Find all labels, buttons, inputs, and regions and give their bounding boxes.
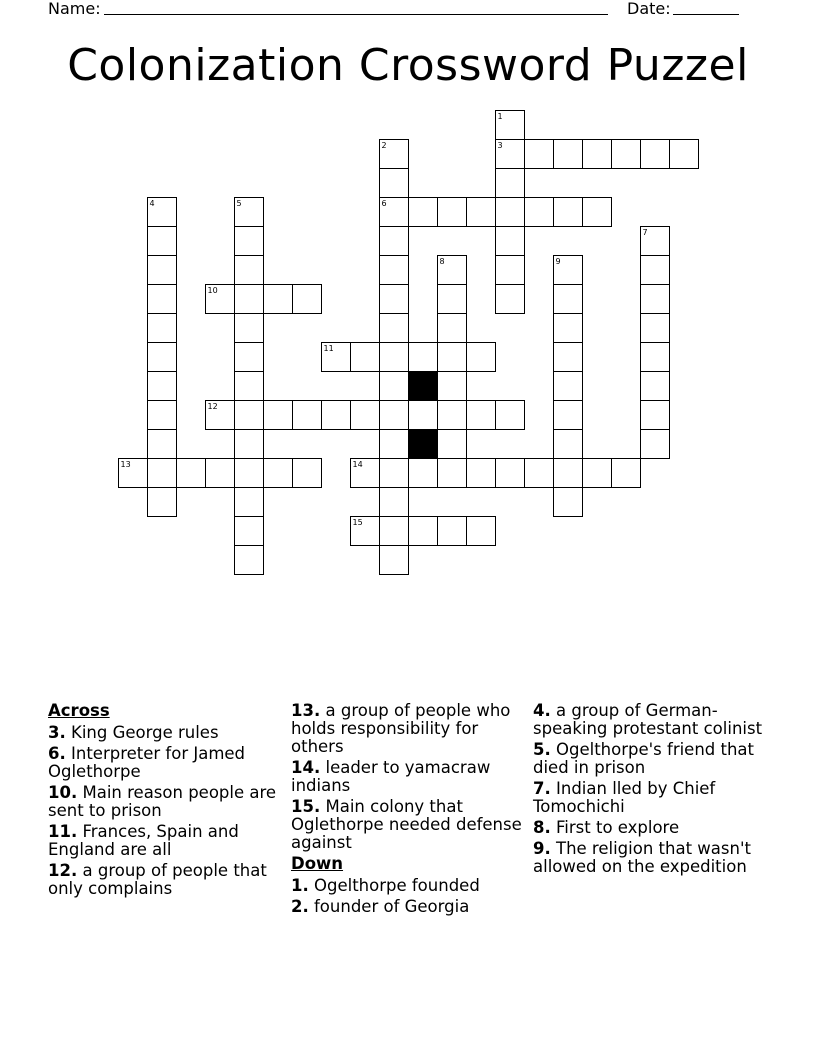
answer-cell[interactable] — [641, 285, 670, 314]
answer-cell[interactable] — [438, 285, 467, 314]
clues-column-1 — [48, 702, 280, 901]
answer-cell[interactable] — [235, 430, 264, 459]
clue-number: 14. — [291, 758, 321, 777]
answer-cell[interactable] — [554, 140, 583, 169]
down-heading: Down — [291, 854, 344, 873]
answer-cell[interactable] — [177, 459, 206, 488]
clue-text: King George rules — [71, 723, 219, 742]
answer-cell[interactable] — [235, 372, 264, 401]
answer-cell[interactable] — [554, 198, 583, 227]
answer-cell[interactable] — [148, 401, 177, 430]
clue-down — [533, 702, 765, 738]
answer-cell[interactable] — [293, 401, 322, 430]
clue-number-label: 8 — [439, 257, 445, 266]
answer-cell[interactable] — [496, 285, 525, 314]
answer-cell[interactable] — [235, 488, 264, 517]
answer-cell[interactable] — [583, 140, 612, 169]
clue-text: Ogelthorpe founded — [314, 876, 480, 895]
clue-down — [291, 877, 523, 895]
clue-down — [533, 780, 765, 816]
answer-cell[interactable] — [148, 488, 177, 517]
answer-cell[interactable] — [235, 256, 264, 285]
clue-across — [291, 702, 523, 756]
clue-down — [291, 898, 523, 916]
answer-cell[interactable] — [641, 256, 670, 285]
answer-cell[interactable] — [148, 227, 177, 256]
clue-across — [48, 745, 280, 781]
answer-cell[interactable] — [438, 314, 467, 343]
answer-cell[interactable] — [612, 140, 641, 169]
clue-across — [291, 759, 523, 795]
clue-across — [291, 798, 523, 852]
answer-cell[interactable] — [583, 198, 612, 227]
clue-number: 2. — [291, 897, 309, 916]
answer-cell[interactable] — [206, 459, 235, 488]
answer-cell[interactable] — [467, 343, 496, 372]
clue-number: 6. — [48, 744, 66, 763]
clue-across — [48, 823, 280, 859]
answer-cell[interactable] — [583, 459, 612, 488]
clue-number-label: 7 — [642, 228, 648, 237]
answer-cell[interactable] — [380, 430, 409, 459]
answer-cell[interactable] — [525, 198, 554, 227]
clue-number-label: 10 — [207, 286, 218, 295]
answer-cell[interactable] — [467, 517, 496, 546]
answer-cell[interactable] — [235, 517, 264, 546]
clue-down — [533, 840, 765, 876]
answer-cell[interactable] — [554, 488, 583, 517]
clue-number-label: 4 — [149, 199, 155, 208]
clue-number-label: 9 — [555, 257, 561, 266]
answer-cell[interactable] — [467, 198, 496, 227]
answer-cell[interactable] — [148, 430, 177, 459]
clue-number-label: 14 — [352, 460, 363, 469]
clue-text: leader to yamacraw indians — [291, 758, 491, 795]
clues-column-2 — [291, 702, 523, 919]
answer-cell[interactable] — [641, 140, 670, 169]
answer-cell[interactable] — [235, 401, 264, 430]
answer-cell[interactable] — [670, 140, 699, 169]
answer-cell[interactable] — [380, 517, 409, 546]
clue-number-label: 3 — [497, 141, 503, 150]
answer-cell[interactable] — [351, 343, 380, 372]
clue-text: Indian lled by Chief Tomochichi — [533, 779, 716, 816]
answer-cell[interactable] — [641, 430, 670, 459]
answer-cell[interactable] — [380, 227, 409, 256]
clue-number: 1. — [291, 876, 309, 895]
answer-cell[interactable] — [438, 401, 467, 430]
answer-cell[interactable] — [380, 285, 409, 314]
answer-cell[interactable] — [554, 314, 583, 343]
answer-cell[interactable] — [380, 169, 409, 198]
clue-number: 9. — [533, 839, 551, 858]
answer-cell[interactable] — [496, 256, 525, 285]
answer-cell[interactable] — [409, 459, 438, 488]
answer-cell[interactable] — [235, 343, 264, 372]
black-cell — [409, 430, 438, 459]
answer-cell[interactable] — [496, 227, 525, 256]
clue-number: 8. — [533, 818, 551, 837]
answer-cell[interactable] — [380, 546, 409, 575]
answer-cell[interactable] — [380, 372, 409, 401]
clue-text: Main colony that Oglethorpe needed defense against — [291, 797, 522, 852]
answer-cell[interactable] — [554, 401, 583, 430]
clue-text: The religion that wasn't allowed on the expedition — [533, 839, 751, 876]
answer-cell[interactable] — [438, 517, 467, 546]
clue-text: a group of people that only complains — [48, 861, 267, 898]
answer-cell[interactable] — [409, 343, 438, 372]
name-label: Name: — [48, 0, 101, 18]
clue-number-label: 2 — [381, 141, 387, 150]
clue-number-label: 15 — [352, 518, 363, 527]
answer-cell[interactable] — [351, 401, 380, 430]
answer-cell[interactable] — [148, 256, 177, 285]
answer-cell[interactable] — [641, 372, 670, 401]
answer-cell[interactable] — [148, 285, 177, 314]
clue-number: 11. — [48, 822, 78, 841]
clue-number: 15. — [291, 797, 321, 816]
across-heading: Across — [48, 701, 110, 720]
clue-number: 7. — [533, 779, 551, 798]
clue-number: 5. — [533, 740, 551, 759]
black-cell — [409, 372, 438, 401]
answer-cell[interactable] — [148, 314, 177, 343]
answer-cell[interactable] — [264, 401, 293, 430]
answer-cell[interactable] — [496, 459, 525, 488]
answer-cell[interactable] — [293, 459, 322, 488]
clue-number-label: 13 — [120, 460, 131, 469]
clue-text: a group of people who holds responsibility for others — [291, 701, 511, 756]
clue-number-label: 6 — [381, 199, 387, 208]
answer-cell[interactable] — [467, 401, 496, 430]
clue-text: founder of Georgia — [314, 897, 470, 916]
answer-cell[interactable] — [380, 459, 409, 488]
answer-cell[interactable] — [380, 488, 409, 517]
answer-cell[interactable] — [496, 198, 525, 227]
answer-cell[interactable] — [148, 459, 177, 488]
clue-down — [533, 741, 765, 777]
clue-number-label: 1 — [497, 112, 503, 121]
answer-cell[interactable] — [380, 343, 409, 372]
clue-across — [48, 724, 280, 742]
answer-cell[interactable] — [409, 198, 438, 227]
answer-cell[interactable] — [264, 459, 293, 488]
answer-cell[interactable] — [235, 546, 264, 575]
clues-column-3 — [533, 702, 765, 879]
answer-cell[interactable] — [496, 401, 525, 430]
clue-text: Interpreter for Jamed Oglethorpe — [48, 744, 246, 781]
clue-text: Frances, Spain and England are all — [48, 822, 239, 859]
clue-number: 12. — [48, 861, 78, 880]
clue-text: a group of German-speaking protestant colinist — [533, 701, 763, 738]
answer-cell[interactable] — [438, 372, 467, 401]
answer-cell[interactable] — [554, 372, 583, 401]
answer-cell[interactable] — [641, 343, 670, 372]
clue-text: First to explore — [556, 818, 680, 837]
answer-cell[interactable] — [438, 430, 467, 459]
clue-number-label: 5 — [236, 199, 242, 208]
answer-cell[interactable] — [438, 343, 467, 372]
answer-cell[interactable] — [467, 459, 496, 488]
answer-cell[interactable] — [554, 343, 583, 372]
answer-cell[interactable] — [525, 140, 554, 169]
answer-cell[interactable] — [409, 401, 438, 430]
clue-number: 3. — [48, 723, 66, 742]
answer-cell[interactable] — [525, 459, 554, 488]
answer-cell[interactable] — [264, 285, 293, 314]
answer-cell[interactable] — [380, 256, 409, 285]
date-label: Date: — [627, 0, 671, 18]
answer-cell[interactable] — [641, 401, 670, 430]
answer-cell[interactable] — [554, 285, 583, 314]
clue-across — [48, 862, 280, 898]
clue-text: Ogelthorpe's friend that died in prison — [533, 740, 755, 777]
clue-number: 4. — [533, 701, 551, 720]
clue-number: 10. — [48, 783, 78, 802]
answer-cell[interactable] — [235, 314, 264, 343]
page-title: Colonization Crossword Puzzel — [67, 40, 749, 91]
clue-number-label: 12 — [207, 402, 218, 411]
answer-cell[interactable] — [148, 372, 177, 401]
clue-down — [533, 819, 765, 837]
answer-cell[interactable] — [380, 401, 409, 430]
answer-cell[interactable] — [438, 459, 467, 488]
clue-across — [48, 784, 280, 820]
answer-cell[interactable] — [235, 459, 264, 488]
answer-cell[interactable] — [380, 314, 409, 343]
clue-number-label: 11 — [323, 344, 334, 353]
answer-cell[interactable] — [641, 314, 670, 343]
answer-cell[interactable] — [438, 198, 467, 227]
clue-number: 13. — [291, 701, 321, 720]
answer-cell[interactable] — [554, 459, 583, 488]
answer-cell[interactable] — [612, 459, 641, 488]
answer-cell[interactable] — [148, 343, 177, 372]
clue-text: Main reason people are sent to prison — [48, 783, 277, 820]
answer-cell[interactable] — [322, 401, 351, 430]
answer-cell[interactable] — [554, 430, 583, 459]
answer-cell[interactable] — [235, 227, 264, 256]
answer-cell[interactable] — [235, 285, 264, 314]
answer-cell[interactable] — [496, 169, 525, 198]
answer-cell[interactable] — [293, 285, 322, 314]
answer-cell[interactable] — [409, 517, 438, 546]
